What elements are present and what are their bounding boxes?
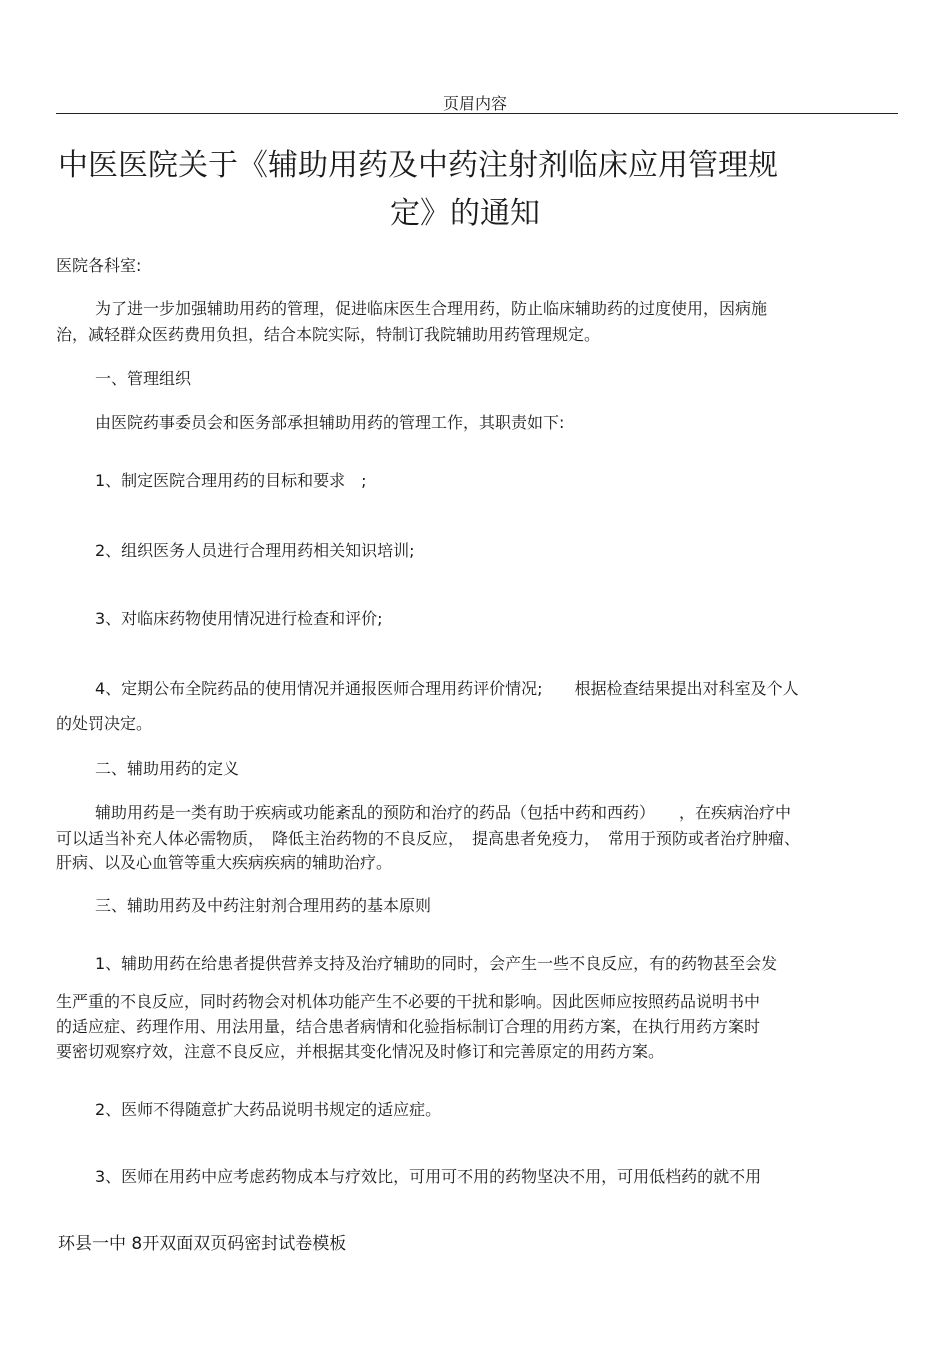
section-3-heading: 三、辅助用药及中药注射剂合理用药的基本原则: [95, 896, 432, 915]
section-1-item-2: 2、组织医务人员进行合理用药相关知识培训;: [95, 541, 415, 560]
section-3-item-1-line-2: 生严重的不良反应，同时药物会对机体功能产生不必要的干扰和影响。因此医师应按照药品说明书中: [56, 992, 761, 1011]
document-title-line-1: 中医医院关于《辅助用药及中药注射剂临床应用管理规: [58, 148, 778, 183]
intro-line-1: 为了进一步加强辅助用药的管理，促进临床医生合理用药，防止临床辅助药的过度使用，因病施: [95, 299, 768, 318]
section-2-line-1: 辅助用药是一类有助于疾病或功能紊乱的预防和治疗的药品（包括中药和西药） ，在疾病治疗中: [95, 803, 792, 822]
section-1-item-3: 3、对临床药物使用情况进行检查和评价;: [95, 609, 383, 628]
section-2-line-2: 可以适当补充人体必需物质， 降低主治药物的不良反应， 提高患者免疫力， 常用于预防或者治疗肿瘤、: [56, 829, 801, 848]
salutation: 医院各科室:: [56, 256, 142, 275]
section-3-item-1-line-1: 1、辅助用药在给患者提供营养支持及治疗辅助的同时，会产生一些不良反应，有的药物甚至会发: [95, 954, 778, 973]
intro-line-2: 治，减轻群众医药费用负担，结合本院实际，特制订我院辅助用药管理规定。: [56, 325, 601, 344]
document-title-line-2: 定》的通知: [390, 196, 540, 231]
header-divider: [56, 113, 898, 114]
page-header: 页眉内容: [442, 94, 507, 113]
section-2-line-3: 肝病、以及心血管等重大疾病疾病的辅助治疗。: [56, 853, 393, 872]
page-footer: 环县一中 8开双面双页码密封试卷模板: [58, 1234, 347, 1254]
section-1-item-4-line-2: 的处罚决定。: [56, 714, 153, 733]
section-2-heading: 二、辅助用药的定义: [95, 759, 240, 778]
section-1-heading: 一、管理组织: [95, 369, 192, 388]
section-1-item-1: 1、制定医院合理用药的目标和要求 ;: [95, 471, 367, 490]
section-3-item-2: 2、医师不得随意扩大药品说明书规定的适应症。: [95, 1100, 442, 1119]
section-3-item-1-line-4: 要密切观察疗效，注意不良反应，并根据其变化情况及时修订和完善原定的用药方案。: [56, 1042, 665, 1061]
section-3-item-3: 3、医师在用药中应考虑药物成本与疗效比，可用可不用的药物坚决不用，可用低档药的就不用: [95, 1167, 762, 1186]
section-3-item-1-line-3: 的适应症、药理作用、用法用量，结合患者病情和化验指标制订合理的用药方案，在执行用药方案时: [56, 1017, 761, 1036]
section-1-item-4-line-1: 4、定期公布全院药品的使用情况并通报医师合理用药评价情况; 根据检查结果提出对科室及个人: [95, 679, 799, 698]
section-1-lead: 由医院药事委员会和医务部承担辅助用药的管理工作，其职责如下:: [95, 413, 565, 432]
